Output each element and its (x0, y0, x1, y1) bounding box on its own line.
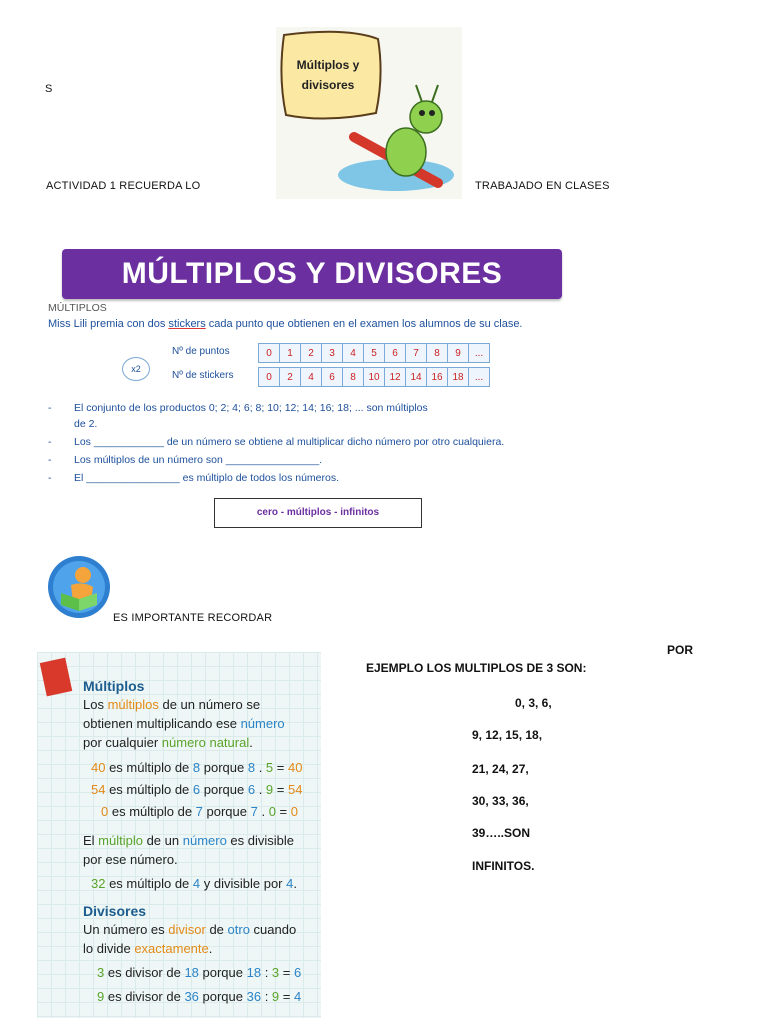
multiplos-divisores-illustration (276, 27, 462, 199)
multiplos-divisores-summary (37, 652, 321, 1018)
activity-title-left: ACTIVIDAD 1 RECUERDA LO (46, 180, 201, 192)
stickers-cell: ... (469, 368, 490, 387)
example-3: 0 es múltiplo de 7 porque 7 . 0 = 0 (101, 804, 298, 819)
important-heading: ES IMPORTANTE RECORDAR (113, 612, 273, 624)
stickers-cell: 18 (448, 368, 469, 387)
caterpillar-head (410, 101, 442, 133)
puntos-cell: 4 (343, 344, 364, 363)
student-reading-icon (47, 555, 111, 619)
bullet-2: - Los ____________ de un número se obtiene al multiplicar dicho número por otro cualquiera. (48, 436, 505, 448)
divisores-title: Divisores (83, 903, 147, 919)
stray-letter: S (45, 83, 53, 95)
puntos-cell: 5 (364, 344, 385, 363)
caterpillar-body (386, 128, 426, 176)
divisible-line-1: El múltiplo de un número es divisible (83, 833, 295, 848)
puntos-cell: 1 (280, 344, 301, 363)
sign-text-1: Múltiplos y (296, 58, 360, 72)
sign-board (281, 32, 380, 119)
stickers-cell: 6 (322, 368, 343, 387)
activity-title-right: TRABAJADO EN CLASES (475, 180, 610, 192)
banner-title: MÚLTIPLOS Y DIVISORES (62, 249, 562, 299)
row-label-puntos: Nº de puntos (172, 346, 230, 357)
example-por: POR (667, 643, 694, 657)
example-line-6: INFINITOS. (472, 859, 535, 873)
stickers-cell: 0 (259, 368, 280, 387)
example-line-3: 21, 24, 27, (472, 762, 529, 776)
puntos-cell: 0 (259, 344, 280, 363)
stickers-cell: 10 (364, 368, 385, 387)
example-4: 32 es múltiplo de 4 y divisible por 4. (91, 876, 297, 891)
puntos-cell: 3 (322, 344, 343, 363)
puntos-cell: 9 (448, 344, 469, 363)
divisor-line-1: Un número es divisor de otro cuando (83, 922, 297, 937)
example-1: 40 es múltiplo de 8 porque 8 . 5 = 40 (91, 760, 303, 775)
puntos-table (258, 343, 490, 363)
example-line-1: 0, 3, 6, (515, 696, 552, 710)
divisible-line-2: por ese número. (83, 852, 178, 867)
stickers-cell: 16 (427, 368, 448, 387)
def-line-3: por cualquier número natural. (83, 735, 253, 750)
row-label-stickers: Nº de stickers (172, 370, 234, 381)
word-bank-box: cero - múltiplos - infinitos (214, 498, 422, 528)
example-line-4: 30, 33, 36, (472, 794, 529, 808)
example-line-5: 39…..SON (472, 826, 531, 840)
example-2: 54 es múltiplo de 6 porque 6 . 9 = 54 (91, 782, 303, 797)
example-title: EJEMPLO LOS MULTIPLOS DE 3 SON: (366, 661, 587, 675)
stickers-cell: 8 (343, 368, 364, 387)
stickers-cell: 2 (280, 368, 301, 387)
divisor-line-2: lo divide exactamente. (83, 941, 213, 956)
section-label: MÚLTIPLOS (48, 302, 107, 314)
stickers-cell: 14 (406, 368, 427, 387)
intro-text: Miss Lili premia con dos stickers cada punto que obtienen en el examen los alumnos de su clase. (48, 318, 523, 330)
times-two-badge: x2 (122, 357, 150, 381)
sign-text-2: divisores (301, 78, 355, 92)
example-5: 3 es divisor de 18 porque 18 : 3 = 6 (97, 965, 302, 980)
bullet-3: - Los múltiplos de un número son ________________. (48, 454, 323, 466)
bullet-4: - El ________________ es múltiplo de todos los números. (48, 472, 340, 484)
bullet-1: - El conjunto de los productos 0; 2; 4; 6; 8; 10; 12; 14; 16; 18; ... son múltiplos (48, 402, 428, 414)
puntos-cell: 7 (406, 344, 427, 363)
red-notebook-icon (40, 658, 73, 697)
example-line-2: 9, 12, 15, 18, (472, 728, 543, 742)
puntos-cell: 8 (427, 344, 448, 363)
stickers-cell: 12 (385, 368, 406, 387)
puntos-cell: 6 (385, 344, 406, 363)
example-6: 9 es divisor de 36 porque 36 : 9 = 4 (97, 989, 302, 1004)
multiplos-worksheet-card: MÚLTIPLOS Y DIVISORES MÚLTIPLOS Miss Lili premia con dos stickers cada punto que obtienen en el examen los alumnos de su clase. x2 Nº de puntos Nº de stickers 0 1 2 3 4 5 6 7 8 9 ... 0 2 4 6 8 10 12 14 16 18 ... - El conjunto de los productos 0; 2; 4; 6; 8; 10; 12; 14; 16; 18; ... son múltiplos de 2. - Los ____________ de un número se obtiene al multiplicar dicho número por otro cualquiera. - Los múltiplos de un número son ________________. - El ________________ es múltiplo de todos los números. (46, 245, 586, 495)
def-line-1: Los múltiplos de un número se (83, 697, 261, 712)
puntos-cell: ... (469, 344, 490, 363)
def-line-2: obtienen multiplicando ese número (83, 716, 285, 731)
stickers-table (258, 367, 490, 387)
stickers-cell: 4 (301, 368, 322, 387)
multiplos-title: Múltiplos (83, 678, 145, 694)
puntos-cell: 2 (301, 344, 322, 363)
